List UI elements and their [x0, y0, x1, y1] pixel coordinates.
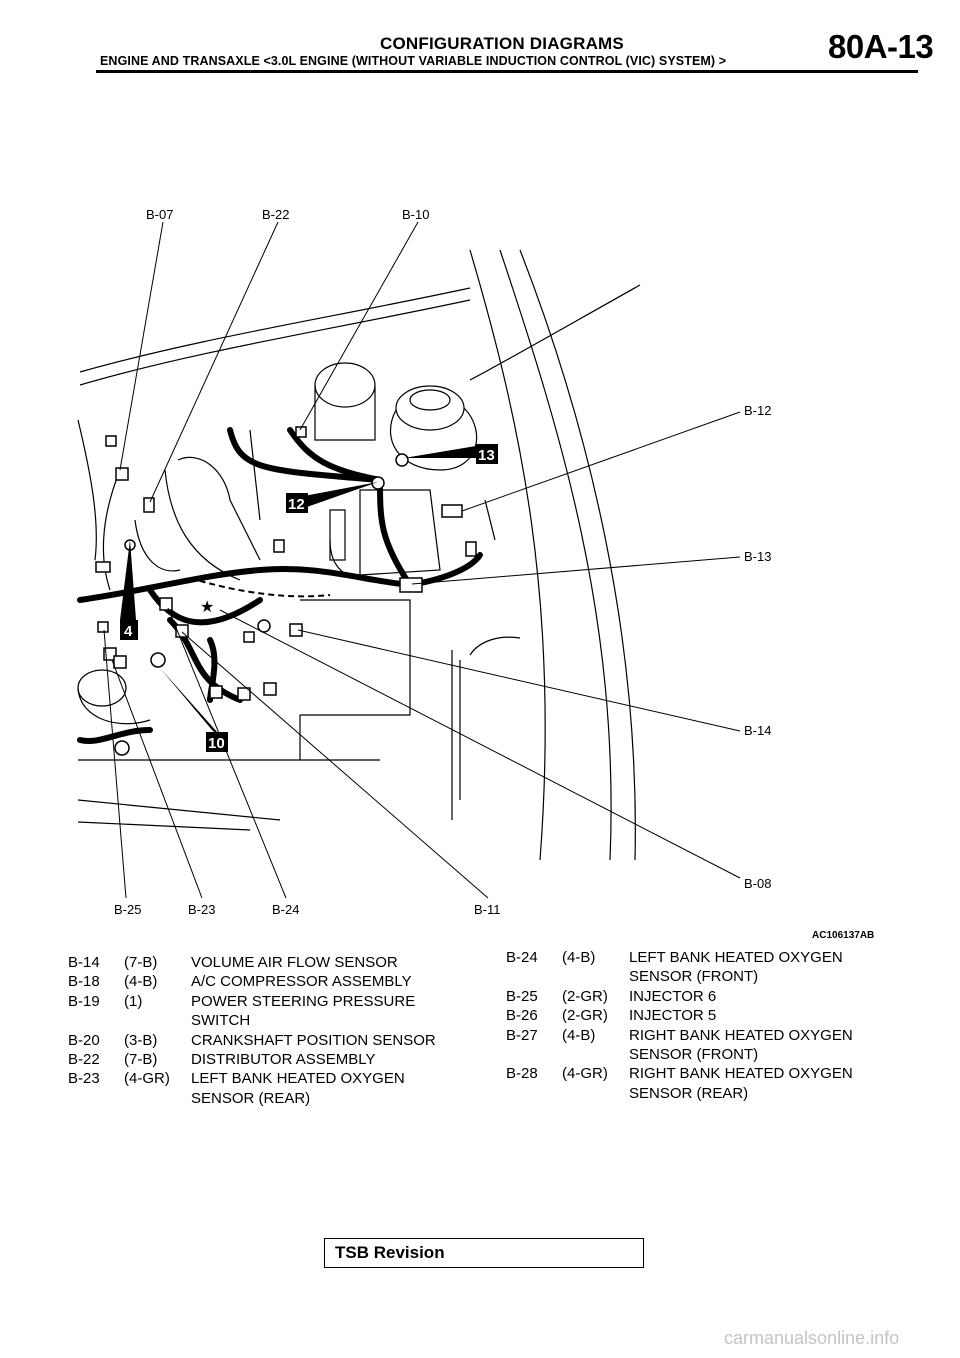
connector-id — [506, 1045, 562, 1064]
legend-row — [506, 1026, 909, 1045]
connector-type — [562, 967, 629, 986]
legend-row — [68, 1089, 471, 1108]
tsb-revision-label: TSB Revision — [335, 1243, 445, 1262]
connector-type: (4-GR) — [562, 1065, 608, 1083]
component-name: INJECTOR 5 — [629, 1007, 717, 1025]
callout-b12: B-12 — [744, 403, 772, 418]
connector-type — [124, 1089, 191, 1108]
connector-type: (1) — [124, 992, 143, 1010]
connector-id: B-25 — [506, 987, 538, 1005]
connector-id: B-14 — [68, 954, 100, 971]
page-number: 80A-13 — [828, 28, 934, 65]
component-name: LEFT BANK HEATED OXYGEN — [191, 1070, 405, 1088]
callout-b22: B-22 — [262, 207, 290, 222]
component-name: A/C COMPRESSOR ASSEMBLY — [191, 973, 412, 991]
connector-type — [562, 1084, 629, 1103]
connector-legend-left — [68, 953, 471, 1108]
callout-b10: B-10 — [402, 207, 430, 222]
connector-type: (3-B) — [124, 1031, 158, 1049]
connector-id: B-19 — [68, 992, 100, 1010]
legend-row — [506, 967, 909, 986]
connector-id: B-18 — [68, 973, 100, 991]
callout-b13: B-13 — [744, 549, 772, 564]
badge-13: 13 — [478, 447, 495, 464]
section-title: CONFIGURATION DIAGRAMS — [380, 34, 624, 53]
connector-id: B-27 — [506, 1026, 538, 1044]
component-name: SWITCH — [191, 1012, 251, 1030]
connector-id: B-28 — [506, 1065, 538, 1083]
connector-id: B-20 — [68, 1031, 100, 1049]
badge-10: 10 — [208, 735, 225, 752]
legend-row — [68, 1050, 471, 1069]
connector-type: (4-B) — [562, 1026, 596, 1044]
connector-type — [124, 1011, 191, 1030]
connector-id — [506, 967, 562, 986]
connector-id: B-24 — [506, 949, 538, 966]
component-name: CRANKSHAFT POSITION SENSOR — [191, 1031, 436, 1049]
component-name: SENSOR (REAR) — [629, 1084, 749, 1102]
legend-row — [68, 953, 471, 972]
connector-type: (7-B) — [124, 954, 158, 971]
section-subtitle: ENGINE AND TRANSAXLE <3.0L ENGINE (WITHOUT VARIABLE INDUCTION CONTROL (VIC) SYSTEM) > — [100, 54, 727, 68]
component-name: VOLUME AIR FLOW SENSOR — [191, 954, 398, 971]
watermark: carmanualsonline.info — [724, 1328, 900, 1348]
connector-type: (4-GR) — [124, 1070, 170, 1088]
tsb-revision-box — [324, 1238, 644, 1268]
leader-lines — [104, 222, 740, 898]
component-name: RIGHT BANK HEATED OXYGEN — [629, 1065, 853, 1083]
callout-b23: B-23 — [188, 902, 216, 917]
component-name: SENSOR (FRONT) — [629, 968, 759, 986]
component-name: SENSOR (REAR) — [191, 1089, 311, 1107]
connector-type: (4-B) — [124, 973, 158, 991]
connector-type — [562, 1045, 629, 1064]
connector-id: B-26 — [506, 1007, 538, 1025]
callout-b11: B-11 — [474, 902, 501, 917]
callout-b08: B-08 — [744, 876, 772, 891]
component-name: INJECTOR 6 — [629, 987, 717, 1005]
connector-id — [68, 1089, 124, 1108]
engine-outline-lines — [78, 250, 640, 860]
legend-row — [68, 1011, 471, 1030]
badge-12: 12 — [288, 496, 305, 513]
connector-type: (4-B) — [562, 949, 596, 966]
legend-row — [68, 992, 471, 1011]
star-marker: ★ — [200, 599, 215, 616]
legend-row — [506, 1064, 909, 1083]
component-name: LEFT BANK HEATED OXYGEN — [629, 949, 843, 966]
connector-id: B-22 — [68, 1051, 100, 1069]
connector-legend-right — [506, 948, 909, 1103]
connector-id — [506, 1084, 562, 1103]
badge-4: 4 — [124, 623, 133, 640]
callout-b25: B-25 — [114, 902, 142, 917]
component-name: POWER STEERING PRESSURE — [191, 992, 416, 1010]
callout-labels — [114, 207, 771, 917]
legend-row — [506, 1084, 909, 1103]
harness-dashes — [190, 578, 330, 596]
connector-type: (7-B) — [124, 1051, 158, 1069]
component-name: DISTRIBUTOR ASSEMBLY — [191, 1051, 376, 1069]
callout-b07: B-07 — [146, 207, 174, 222]
legend-row — [68, 1031, 471, 1050]
legend-row — [506, 1045, 909, 1064]
callout-b14: B-14 — [744, 723, 772, 738]
connector-type: (2-GR) — [562, 1007, 608, 1025]
connector-type: (2-GR) — [562, 987, 608, 1005]
component-name: SENSOR (FRONT) — [629, 1046, 759, 1064]
diagram-id: AC106137AB — [812, 930, 875, 941]
legend-row — [68, 972, 471, 991]
legend-row — [506, 987, 909, 1006]
legend-row — [506, 948, 909, 967]
callout-b24: B-24 — [272, 902, 300, 917]
legend-row — [506, 1006, 909, 1025]
legend-row — [68, 1069, 471, 1088]
connector-id: B-23 — [68, 1070, 100, 1088]
connector-id — [68, 1011, 124, 1030]
component-name: RIGHT BANK HEATED OXYGEN — [629, 1026, 853, 1044]
number-badges — [120, 444, 498, 752]
